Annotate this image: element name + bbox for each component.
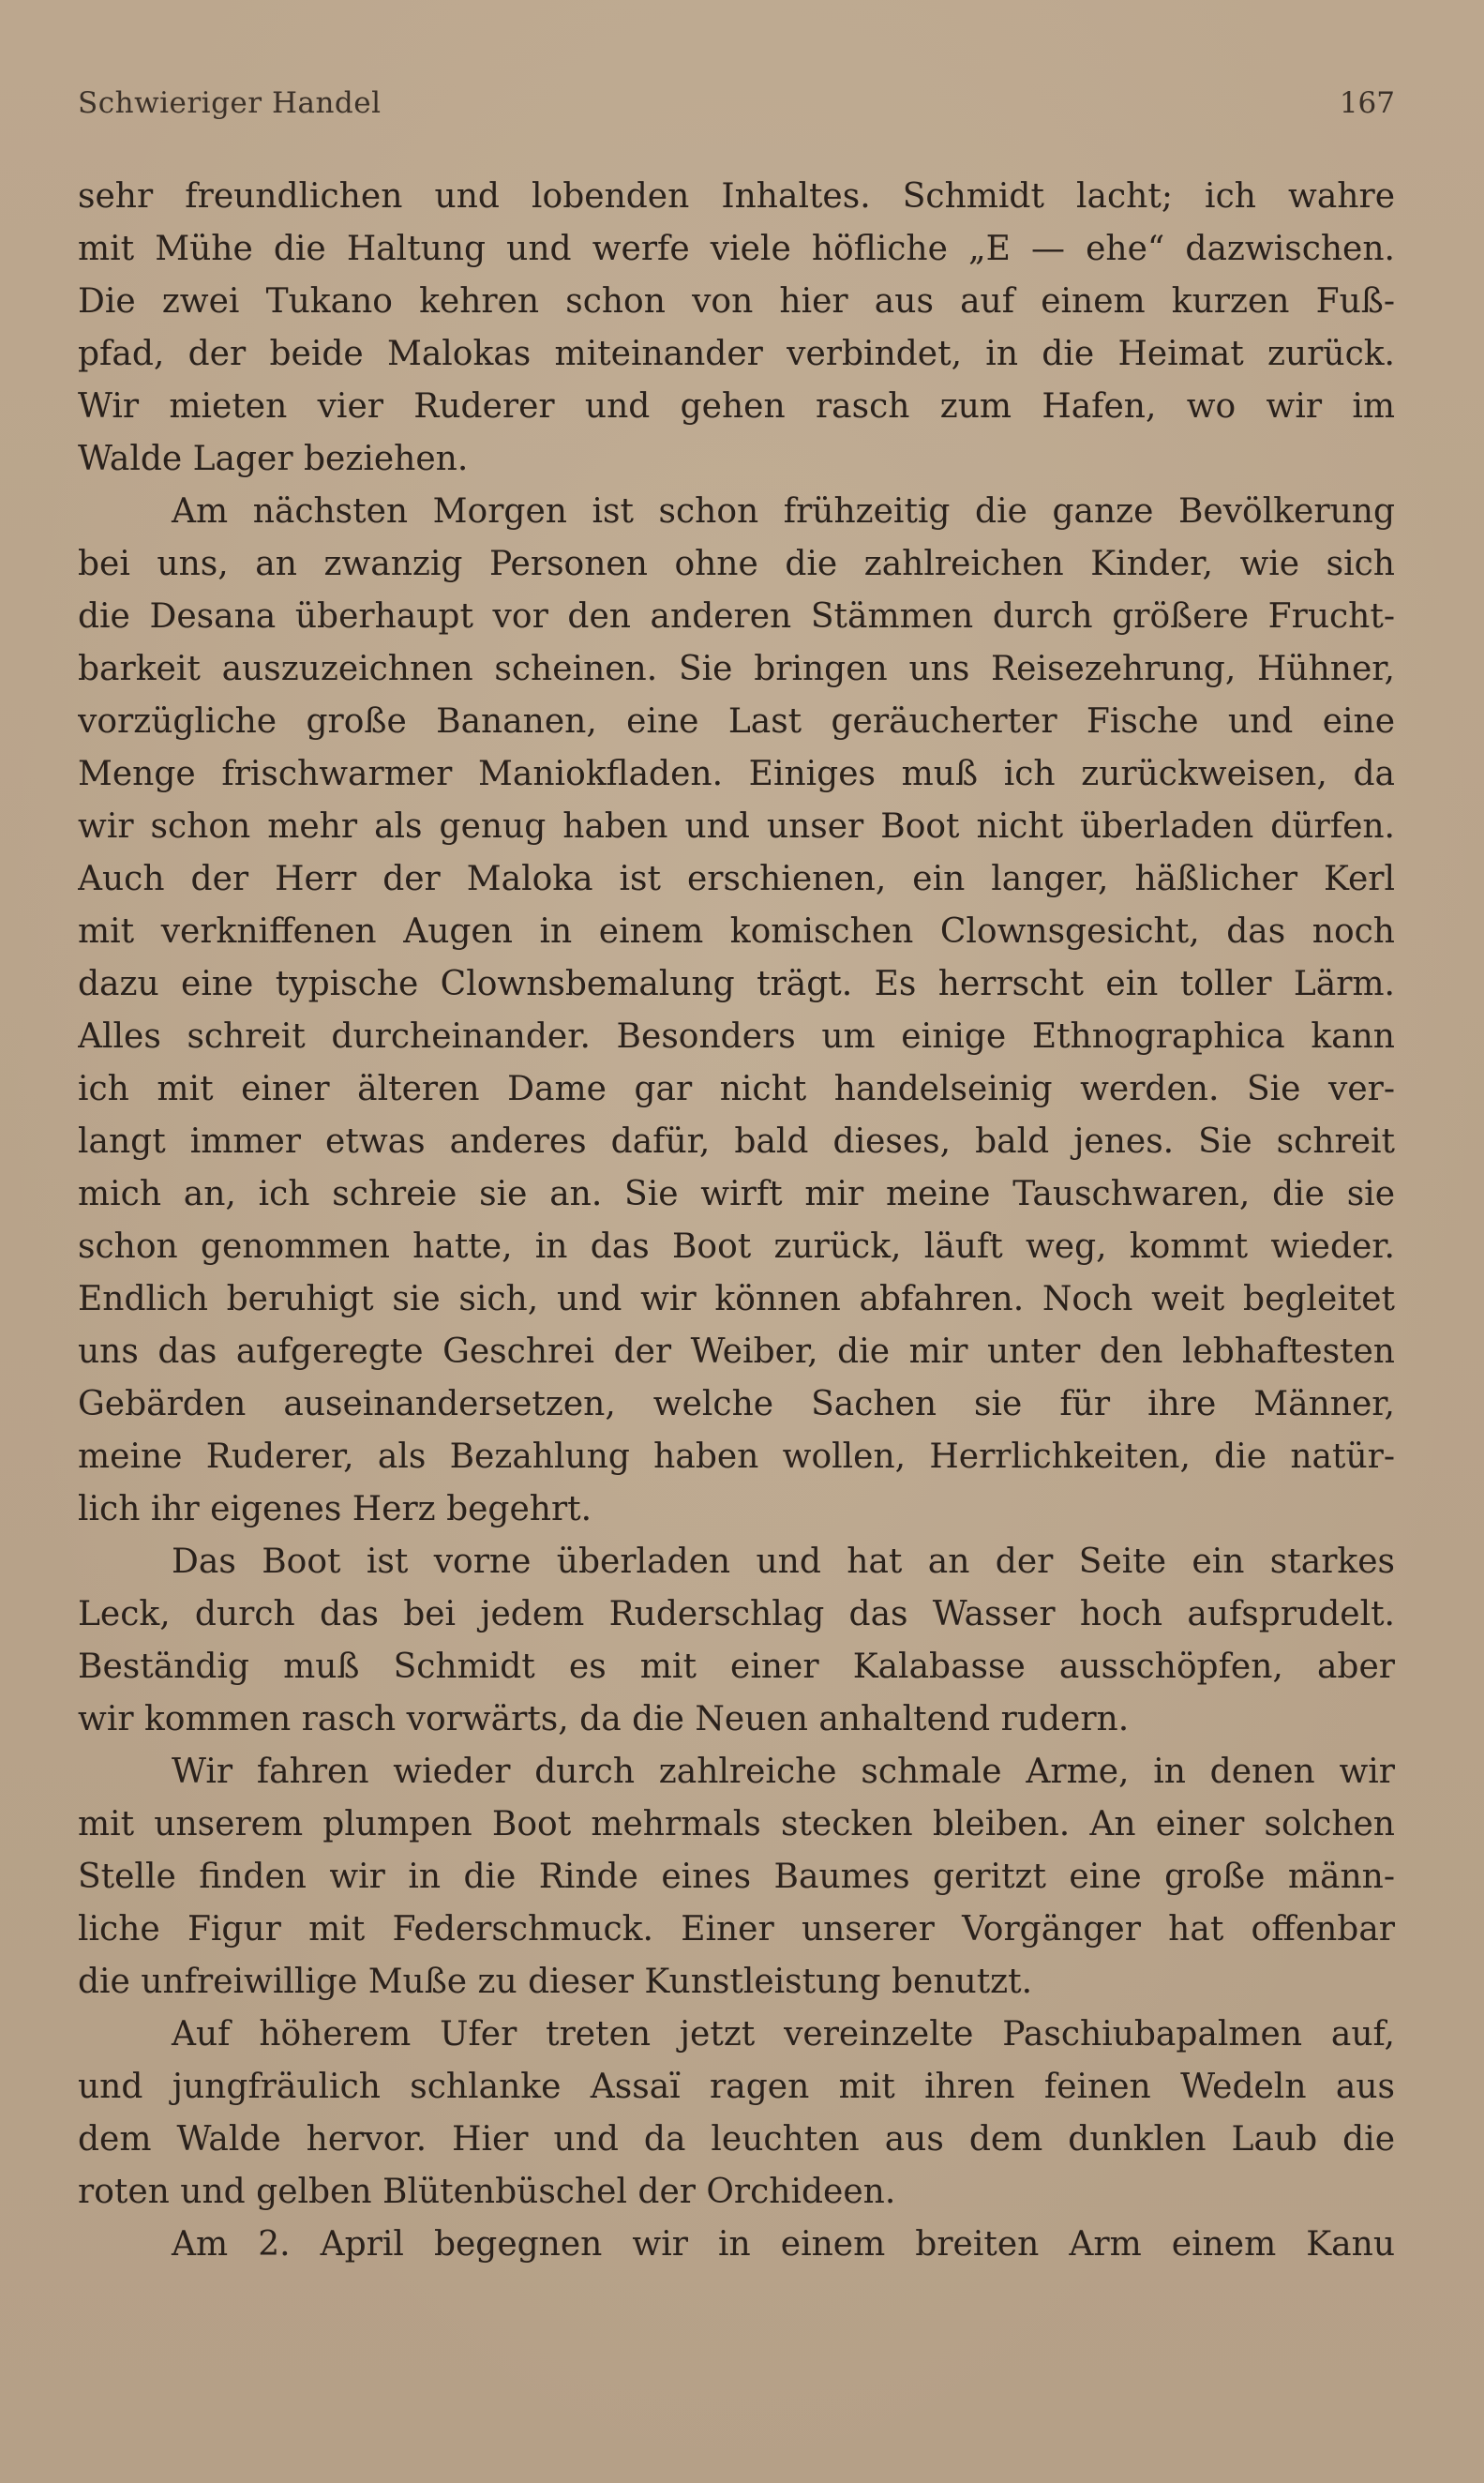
text-line: mit Mühe die Haltung und werfe viele höfliche „E — ehe“ dazwischen. xyxy=(78,230,1395,268)
text-line: dem Walde hervor. Hier und da leuchten aus dem dunklen Laub die xyxy=(78,2120,1395,2159)
text-line: mit verkniffenen Augen in einem komischen Clownsgesicht, das noch xyxy=(78,912,1395,951)
text-line: Das Boot ist vorne überladen und hat an der Seite ein starkes xyxy=(172,1542,1395,1581)
text-line: dazu eine typische Clownsbemalung trägt. Es herrscht ein toller Lärm. xyxy=(78,965,1395,1003)
paragraph xyxy=(78,1536,1395,1746)
text-line: und jungfräulich schlanke Assaï ragen mit ihren feinen Wedeln aus xyxy=(78,2068,1395,2106)
text-line: Alles schreit durcheinander. Besonders um einige Ethnographica kann xyxy=(78,1017,1395,1056)
text-line: Auch der Herr der Maloka ist erschienen, ein langer, häßlicher Kerl xyxy=(78,860,1395,898)
text-line: ich mit einer älteren Dame gar nicht handelseinig werden. Sie ver- xyxy=(78,1070,1395,1108)
text-line: Leck, durch das bei jedem Ruderschlag das Wasser hoch aufsprudelt. xyxy=(78,1595,1395,1633)
text-line: Wir fahren wieder durch zahlreiche schmale Arme, in denen wir xyxy=(172,1753,1395,1791)
paragraph xyxy=(78,2219,1395,2271)
text-line: Stelle finden wir in die Rinde eines Baumes geritzt eine große männ- xyxy=(78,1858,1395,1896)
text-line: Am 2. April begegnen wir in einem breiten Arm einem Kanu xyxy=(172,2225,1395,2264)
text-line: Beständig muß Schmidt es mit einer Kalabasse ausschöpfen, aber xyxy=(78,1648,1395,1686)
text-line: liche Figur mit Federschmuck. Einer unserer Vorgänger hat offenbar xyxy=(78,1910,1395,1949)
text-line: Auf höherem Ufer treten jetzt vereinzelte Paschiubapalmen auf, xyxy=(172,2015,1395,2054)
text-line: Wir mieten vier Ruderer und gehen rasch zum Hafen, wo wir im xyxy=(78,387,1395,426)
body-text xyxy=(78,171,1395,2271)
paragraph xyxy=(78,2009,1395,2219)
running-head xyxy=(78,86,1395,128)
running-title: Schwieriger Handel xyxy=(78,86,382,120)
text-line: Am nächsten Morgen ist schon frühzeitig die ganze Bevölkerung xyxy=(172,492,1395,531)
text-line: meine Ruderer, als Bezahlung haben wollen, Herrlichkeiten, die natür- xyxy=(78,1437,1395,1476)
text-line: die unfreiwillige Muße zu dieser Kunstleistung benutzt. xyxy=(78,1963,1033,2001)
text-line: pfad, der beide Malokas miteinander verbindet, in die Heimat zurück. xyxy=(78,335,1395,373)
text-line: mich an, ich schreie sie an. Sie wirft mir meine Tauschwaren, die sie xyxy=(78,1175,1395,1213)
text-line: Menge frischwarmer Maniokfladen. Einiges muß ich zurückweisen, da xyxy=(78,755,1395,793)
paragraph xyxy=(78,171,1395,486)
text-line: mit unserem plumpen Boot mehrmals stecken bleiben. An einer solchen xyxy=(78,1805,1395,1843)
text-line: Walde Lager beziehen. xyxy=(78,440,469,478)
text-line: schon genommen hatte, in das Boot zurück, läuft weg, kommt wieder. xyxy=(78,1227,1395,1266)
text-line: uns das aufgeregte Geschrei der Weiber, die mir unter den lebhaftesten xyxy=(78,1332,1395,1371)
text-line: die Desana überhaupt vor den anderen Stämmen durch größere Frucht- xyxy=(78,597,1395,636)
text-line: langt immer etwas anderes dafür, bald dieses, bald jenes. Sie schreit xyxy=(78,1122,1395,1161)
text-line: vorzügliche große Bananen, eine Last geräucherter Fische und eine xyxy=(78,702,1395,741)
paragraph xyxy=(78,486,1395,1536)
text-line: wir kommen rasch vorwärts, da die Neuen anhaltend rudern. xyxy=(78,1700,1130,1738)
text-line: bei uns, an zwanzig Personen ohne die zahlreichen Kinder, wie sich xyxy=(78,545,1395,583)
text-line: wir schon mehr als genug haben und unser Boot nicht überladen dürfen. xyxy=(78,807,1395,846)
text-line: sehr freundlichen und lobenden Inhaltes. Schmidt lacht; ich wahre xyxy=(78,177,1395,216)
text-line: roten und gelben Blütenbüschel der Orchideen. xyxy=(78,2173,896,2211)
text-line: Die zwei Tukano kehren schon von hier aus auf einem kurzen Fuß- xyxy=(78,282,1395,321)
page-number: 167 xyxy=(1339,86,1395,120)
text-line: lich ihr eigenes Herz begehrt. xyxy=(78,1490,592,1528)
text-line: barkeit auszuzeichnen scheinen. Sie bringen uns Reisezehrung, Hühner, xyxy=(78,650,1395,688)
paragraph xyxy=(78,1746,1395,2009)
text-line: Gebärden auseinandersetzen, welche Sachen sie für ihre Männer, xyxy=(78,1385,1395,1423)
text-line: Endlich beruhigt sie sich, und wir können abfahren. Noch weit begleitet xyxy=(78,1280,1395,1318)
